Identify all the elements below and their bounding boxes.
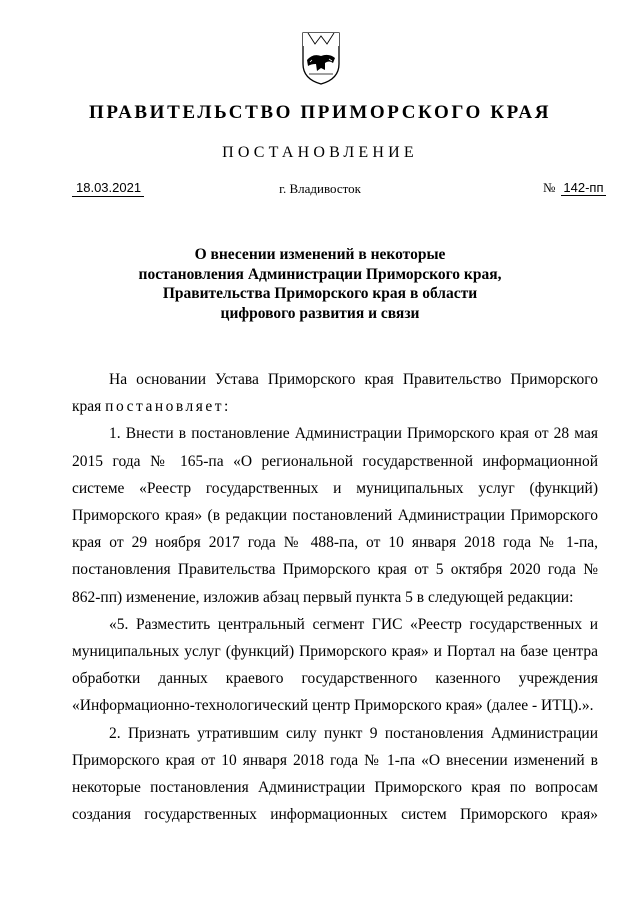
- government-title: ПРАВИТЕЛЬСТВО ПРИМОРСКОГО КРАЯ: [88, 102, 552, 123]
- subject-line: О внесении изменений в некоторые: [194, 246, 446, 263]
- document-type: ПОСТАНОВЛЕНИЕ: [222, 144, 418, 161]
- document-number-block: [543, 180, 606, 196]
- document-number: 142-пп: [563, 180, 604, 195]
- intro-verb: постановляет:: [105, 398, 231, 416]
- document-body: [72, 366, 598, 828]
- subject-line: цифрового развития и связи: [220, 304, 420, 322]
- subject-line: постановления Администрации Приморского края,: [138, 265, 502, 283]
- item-1-quote-paragraph: «5. Разместить центральный сегмент ГИС «Реестр государственных и муниципальных услуг (функций) Приморского края» и Портал на базе центра обработки данных краевого государственного казенного учреждения «Информационно-технологический центр Приморского края» (далее - ИТЦ).».: [72, 615, 598, 715]
- intro-paragraph: [72, 366, 598, 420]
- document-subject: [0, 245, 640, 323]
- intro-text: На основании Устава Приморского края Правительство Приморского края: [72, 371, 598, 416]
- item-1-paragraph: 1. Внести в постановление Администрации Приморского края от 28 мая 2015 года № 165-па «О региональной государственной информационной системе «Реестр государственных и муниципальных услуг (функций) Приморского края» (в редакции постановлений Администрации Приморского края от 29 ноября 2017 года № 488-па, от 10 января 2018 года № 1-па, постановления Правительства Приморского края от 5 октября 2020 года № 862-пп) изменение, изложив абзац первый пункта 5 в следующей редакции:: [72, 425, 598, 606]
- subject-line: Правительства Приморского края в области: [162, 285, 478, 302]
- number-sign: №: [543, 180, 556, 195]
- item-2-paragraph: 2. Признать утратившим силу пункт 9 постановления Администрации Приморского края от 10 января 2018 года № 1-па «О внесении изменений в некоторые постановления Администрации Приморского края по вопросам создания государственных информационных систем Приморского края»: [72, 724, 598, 824]
- document-city: г. Владивосток: [279, 181, 361, 196]
- document-date: 18.03.2021: [72, 180, 144, 197]
- coat-of-arms-icon: [299, 30, 343, 86]
